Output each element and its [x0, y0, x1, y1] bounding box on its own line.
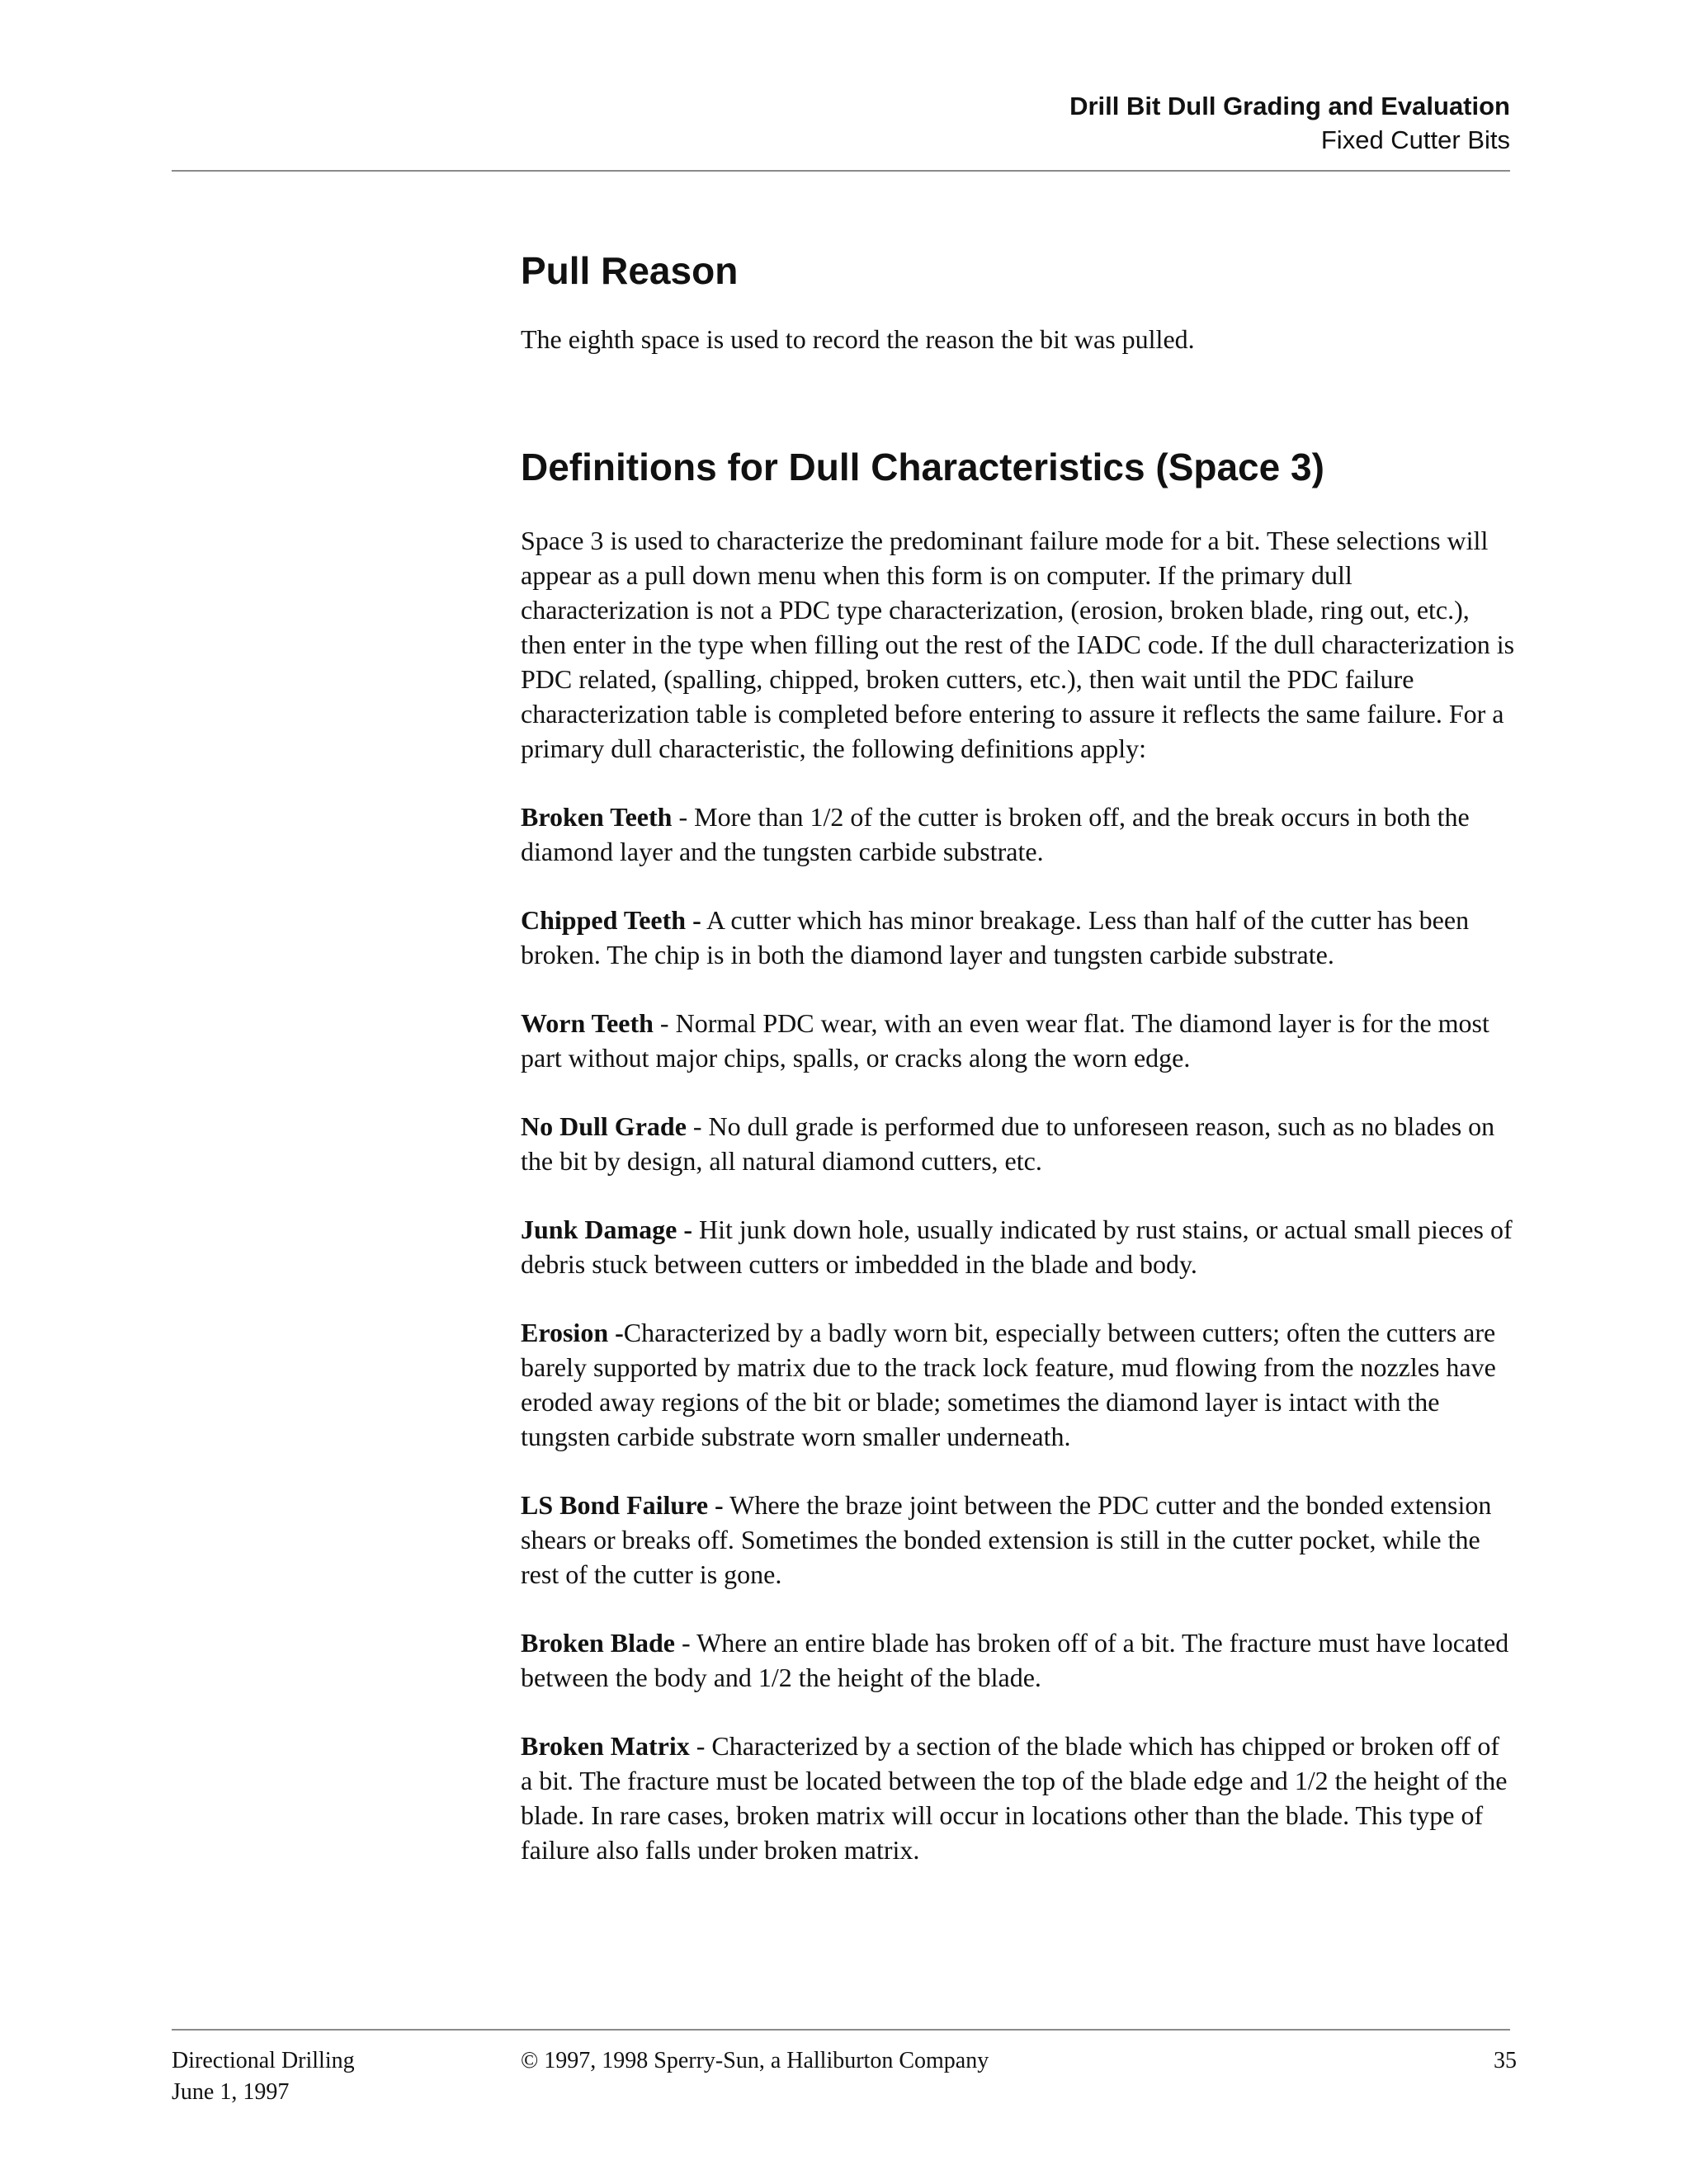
definition-term: Broken Matrix — [521, 1731, 690, 1761]
definition-term: Worn Teeth — [521, 1008, 654, 1038]
definition-text: - Characterized by a section of the blade which has chipped or broken off of a bit. The fracture must be located between the top of the blade edge and 1/2 the height of the blade. In rare cases, broken matrix will occur in locations other than the blade. This type of failure also falls under broken matrix. — [521, 1731, 1508, 1865]
definition-text: - Where an entire blade has broken off of a bit. The fracture must have located between the body and 1/2 the height of the blade. — [521, 1628, 1509, 1692]
pull-reason-paragraph: The eighth space is used to record the reason the bit was pulled. — [521, 324, 1195, 354]
footer-publication: Directional Drilling — [172, 2048, 355, 2073]
footer-divider — [172, 2029, 1510, 2031]
definition-term: No Dull Grade — [521, 1111, 687, 1141]
definition-text: - No dull grade is performed due to unforeseen reason, such as no blades on the bit by design, all natural diamond cutters, etc. — [521, 1111, 1495, 1176]
definition-broken-matrix — [521, 1729, 1515, 1867]
footer-left — [172, 2045, 355, 2108]
definition-broken-blade — [521, 1625, 1515, 1695]
definition-junk-damage — [521, 1212, 1515, 1281]
definition-no-dull-grade — [521, 1109, 1515, 1178]
footer-date: June 1, 1997 — [172, 2079, 290, 2105]
definition-term: Erosion - — [521, 1318, 624, 1347]
header-subtitle: Fixed Cutter Bits — [1320, 125, 1510, 154]
running-header — [1069, 89, 1510, 157]
definition-text: Characterized by a badly worn bit, especially between cutters; often the cutters are barely supported by matrix due to the track lock feature, mud flowing from the nozzles have eroded away regions of the bit or blade; sometimes the diamond layer is intact with the tungsten carbide substrate worn smaller underneath. — [521, 1318, 1496, 1451]
main-content — [521, 248, 1515, 1867]
definition-text: Hit junk down hole, usually indicated by rust stains, or actual small pieces of debris stuck between cutters or imbedded in the blade and body. — [521, 1215, 1513, 1279]
definition-worn-teeth — [521, 1006, 1515, 1075]
page-number: 35 — [1494, 2048, 1517, 2073]
definition-term: Broken Blade — [521, 1628, 675, 1658]
section-heading-definitions: Definitions for Dull Characteristics (Space 3) — [521, 446, 1324, 488]
definition-term: Broken Teeth — [521, 802, 673, 832]
footer-copyright: © 1997, 1998 Sperry-Sun, a Halliburton Company — [521, 2048, 989, 2073]
definition-term: LS Bond Failure - — [521, 1490, 724, 1520]
section-heading-pull-reason: Pull Reason — [521, 249, 739, 292]
definitions-intro-paragraph: Space 3 is used to characterize the predominant failure mode for a bit. These selections will appear as a pull down menu when this form is on computer. If the primary dull characterization is not a PDC type characterization, (erosion, broken blade, ring out, etc.), then enter in the type when filling out the rest of the IADC code. If the dull characterization is PDC related, (spalling, chipped, broken cutters, etc.), then wait until the PDC failure characterization table is completed before entering to assure it reflects the same failure. For a primary dull characteristic, the following definitions apply: — [521, 526, 1515, 763]
definition-text: - More than 1/2 of the cutter is broken off, and the break occurs in both the diamond layer and the tungsten carbide substrate. — [521, 802, 1470, 866]
definition-erosion — [521, 1315, 1515, 1454]
definition-broken-teeth — [521, 800, 1515, 869]
definition-text: A cutter which has minor breakage. Less than half of the cutter has been broken. The chip is in both the diamond layer and tungsten carbide substrate. — [521, 905, 1470, 969]
definition-chipped-teeth — [521, 903, 1515, 972]
definition-text: - Normal PDC wear, with an even wear flat. The diamond layer is for the most part without major chips, spalls, or cracks along the worn edge. — [521, 1008, 1489, 1073]
definition-term: Chipped Teeth - — [521, 905, 701, 935]
definition-text: Where the braze joint between the PDC cutter and the bonded extension shears or breaks off. Sometimes the bonded extension is still in the cutter pocket, while the rest of the cutter is gone. — [521, 1490, 1492, 1589]
definition-term: Junk Damage - — [521, 1215, 693, 1244]
header-divider — [172, 170, 1510, 172]
definition-ls-bond-failure — [521, 1488, 1515, 1592]
header-title: Drill Bit Dull Grading and Evaluation — [1069, 92, 1510, 120]
